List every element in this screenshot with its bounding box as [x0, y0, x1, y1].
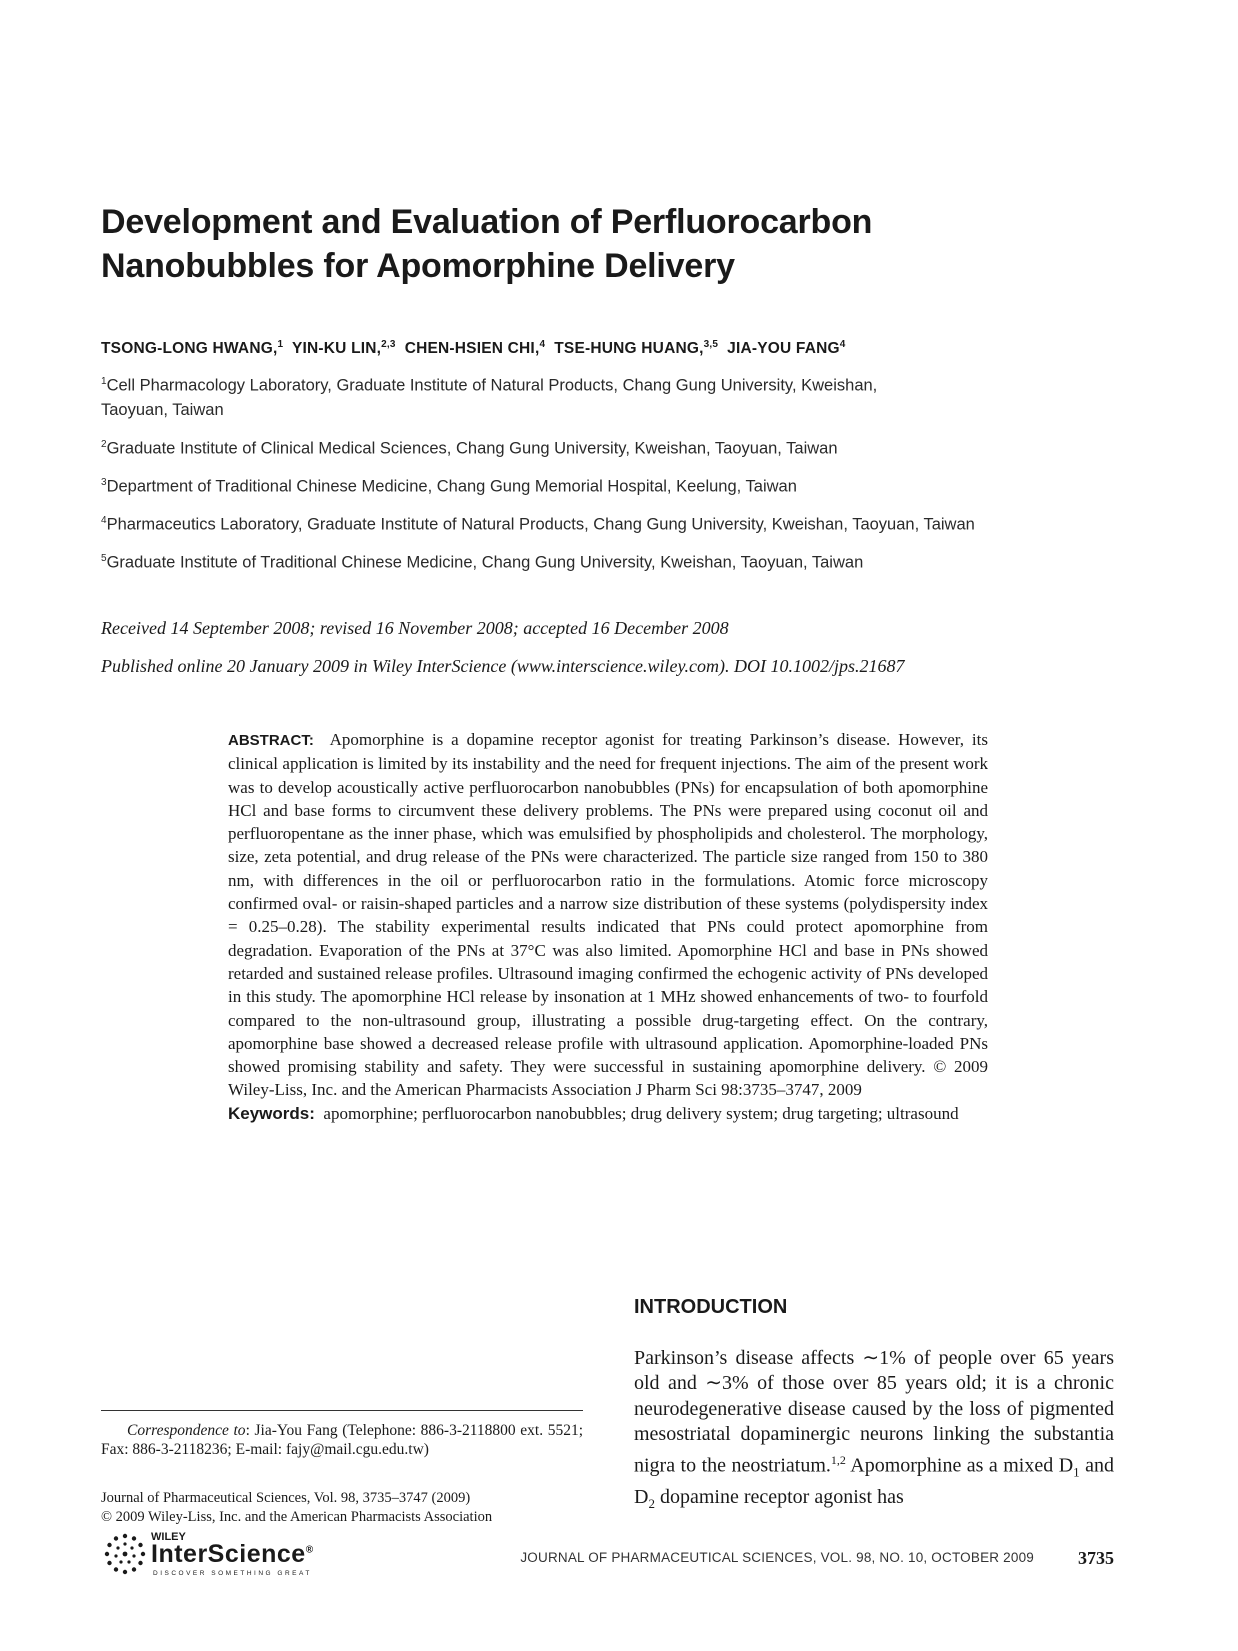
affiliation-text: Department of Traditional Chinese Medicine, Chang Gung Memorial Hospital, Keelung, Taiwan [106, 477, 797, 496]
introduction-paragraph [634, 1346, 1114, 1516]
author-name: YIN-KU LIN, [291, 340, 382, 358]
logo-registered-mark: ® [305, 1544, 314, 1556]
correspondence-text: : Jia-You Fang (Telephone: 886-3-2118800 ext. 5521; Fax: 886-3-2118236; E-mail: fajy@mail.cgu.edu.tw) [101, 1422, 584, 1458]
affiliation-number: 1 [101, 376, 107, 387]
footnote-divider [101, 1410, 583, 1411]
affiliation-line [101, 370, 1151, 398]
copyright-line: © 2009 Wiley-Liss, Inc. and the American Pharmacists Association [101, 1509, 493, 1525]
intro-text: Parkinson’s disease affects ∼1% of people over 65 years old and ∼3% of those over 85 years old; it is a chronic neurodegenerative disease caused by the loss of pigmented mesostriatal dopaminergic neurons linking the substantia nigra to the neostriatum. [634, 1347, 1114, 1477]
intro-text: and D [634, 1454, 1114, 1508]
affiliation-line [101, 433, 1151, 461]
affiliation-text-continued: Taoyuan, Taiwan [101, 400, 224, 419]
abstract [228, 728, 988, 1125]
affiliation-line [101, 471, 1151, 499]
wiley-interscience-logo [101, 1530, 361, 1580]
journal-line: Journal of Pharmaceutical Sciences, Vol. 98, 3735–3747 (2009) [101, 1490, 471, 1506]
footer-journal-info: JOURNAL OF PHARMACEUTICAL SCIENCES, VOL. 98, NO. 10, OCTOBER 2009 [520, 1550, 1034, 1565]
title-line-1: Development and Evaluation of Perfluorocarbon [101, 203, 873, 241]
keywords-text: apomorphine; perfluorocarbon nanobubbles; drug delivery system; drug targeting; ultrasound [323, 1103, 959, 1123]
affiliation-4 [101, 509, 1151, 537]
title-line-2: Nanobubbles for Apomorphine Delivery [101, 247, 735, 285]
author-list [101, 335, 1151, 359]
intro-text: Apomorphine as a mixed D [845, 1454, 1074, 1477]
subscript: 2 [648, 1495, 655, 1511]
correspondence-label: Correspondence to [127, 1422, 246, 1439]
affiliation-number: 3 [101, 477, 107, 488]
journal-citation-note [101, 1489, 601, 1527]
author-affiliation-ref: 2,3 [381, 339, 396, 350]
author-name: TSE-HUNG HUANG, [554, 340, 704, 358]
logo-tagline: DISCOVER SOMETHING GREAT [153, 1570, 312, 1577]
dot-swirl-icon [101, 1530, 149, 1578]
abstract-paragraph [228, 728, 988, 1102]
keywords-label: Keywords: [228, 1103, 315, 1123]
affiliation-number: 5 [101, 553, 107, 564]
page-number: 3735 [1078, 1548, 1114, 1568]
author-name: JIA-YOU FANG [727, 340, 840, 358]
author-affiliation-ref: 3,5 [703, 339, 719, 350]
article-title [101, 200, 1101, 288]
intro-text: dopamine receptor agonist has [654, 1485, 904, 1508]
affiliation-5 [101, 547, 1151, 575]
affiliation-3 [101, 471, 1151, 499]
author-name: CHEN-HSIEN CHI, [404, 340, 540, 358]
citation-ref: 1,2 [830, 1452, 846, 1467]
affiliation-line [101, 509, 1151, 537]
affiliation-text: Cell Pharmacology Laboratory, Graduate Institute of Natural Products, Chang Gung University, Kweishan, [106, 376, 878, 395]
subscript: 1 [1073, 1464, 1080, 1480]
affiliation-text: Pharmaceutics Laboratory, Graduate Institute of Natural Products, Chang Gung University, Kweishan, Taoyuan, Taiwan [106, 515, 975, 534]
keywords [228, 1102, 988, 1125]
affiliation-number: 2 [101, 439, 107, 450]
author-affiliation-ref: 4 [839, 339, 846, 350]
running-footer [502, 1548, 1114, 1568]
correspondence-note [101, 1421, 583, 1459]
author-affiliation-ref: 4 [539, 339, 546, 350]
author-name: TSONG-LONG HWANG, [101, 340, 278, 358]
affiliation-2 [101, 433, 1151, 461]
received-dates: Received 14 September 2008; revised 16 November 2008; accepted 16 December 2008 [101, 618, 729, 638]
logo-name [151, 1540, 314, 1569]
affiliation-1 [101, 370, 1151, 422]
section-heading-introduction: INTRODUCTION [634, 1296, 788, 1318]
abstract-text: Apomorphine is a dopamine receptor agonist for treating Parkinson’s disease. However, its clinical application is limited by its instability and the need for frequent injections. The aim of the present work was to develop acoustically active perfluorocarbon nanobubbles (PNs) for encapsulation of both apomorphine HCl and base forms to circumvent these delivery problems. The PNs were prepared using coconut oil and perfluoropentane as the inner phase, which was emulsified by phospholipids and cholesterol. The morphology, size, zeta potential, and drug release of the PNs were characterized. The particle size ranged from 150 to 380 nm, with differences in the oil or perfluorocarbon ratio in the formulations. Atomic force microscopy confirmed oval- or raisin-shaped particles and a narrow size distribution of these systems (polydispersity index = 0.25–0.28). The stability experimental results indicated that PNs could protect apomorphine from degradation. Evaporation of the PNs at 37°C was also limited. Apomorphine HCl and base in PNs showed retarded and sustained release profiles. Ultrasound imaging confirmed the echogenic activity of PNs developed in this study. The apomorphine HCl release by insonation at 1 MHz showed enhancements of two- to fourfold compared to the non-ultrasound group, illustrating a possible drug-targeting effect. On the contrary, apomorphine base showed a decreased release profile with ultrasound application. Apomorphine-loaded PNs showed promising stability and safety. They were successful in sustaining apomorphine delivery. © 2009 Wiley-Liss, Inc. and the American Pharmacists Association J Pharm Sci 98:3735–3747, 2009 [228, 730, 988, 1100]
logo-wiley-text: WILEY [151, 1531, 186, 1543]
publication-info: Published online 20 January 2009 in Wiley InterScience (www.interscience.wiley.com). DOI 10.1002/jps.21687 [101, 656, 905, 676]
logo-name-text: InterScience [151, 1540, 306, 1568]
author-affiliation-ref: 1 [277, 339, 284, 350]
affiliation-line [101, 547, 1151, 575]
affiliation-number: 4 [101, 515, 107, 526]
affiliation-text: Graduate Institute of Clinical Medical Sciences, Chang Gung University, Kweishan, Taoyuan, Taiwan [106, 439, 838, 458]
abstract-label: ABSTRACT: [228, 732, 314, 749]
affiliation-text: Graduate Institute of Traditional Chinese Medicine, Chang Gung University, Kweishan, Taoyuan, Taiwan [106, 553, 864, 572]
